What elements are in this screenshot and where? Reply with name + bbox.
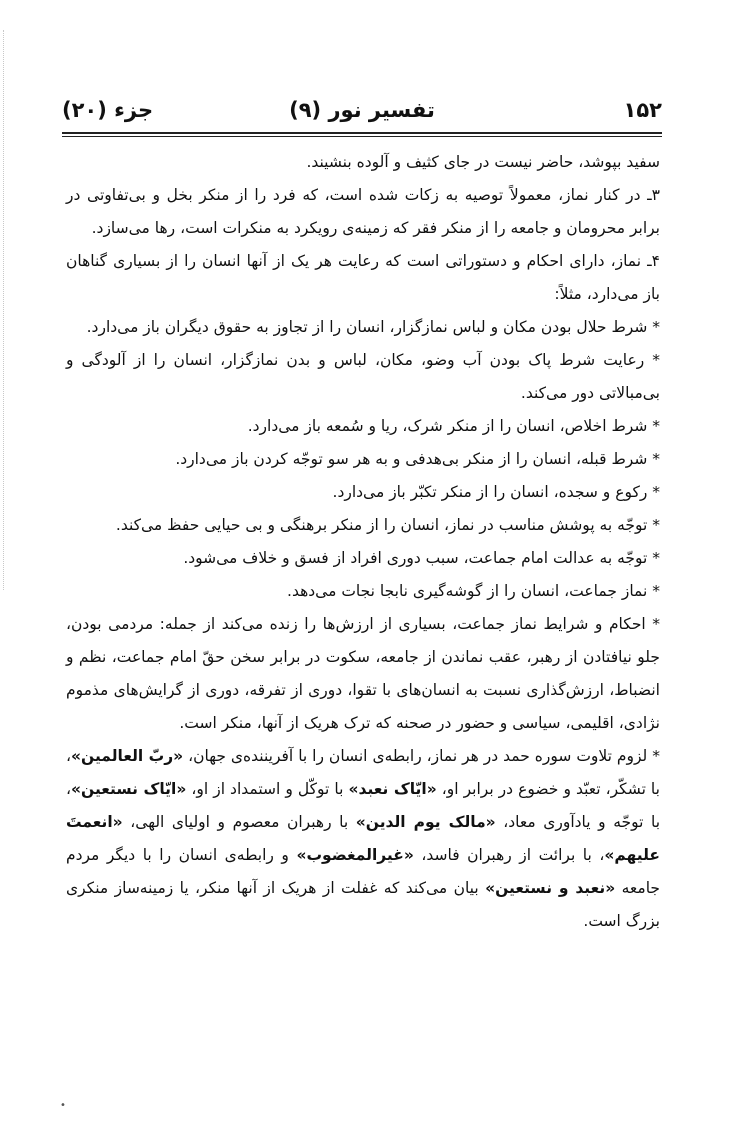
text-run: با رهبران معصوم و اولیای الهی،	[122, 813, 356, 831]
scan-dot: •	[60, 1100, 66, 1111]
text-run: ، با تشکّر، تعبّد و خضوع در برابر او،	[66, 747, 660, 798]
numbered-item-3: ۳ـ در کنار نماز، معمولاً توصیه به زکات شده است، که فرد را از منکر بخل و بی‌تفاوتی در برابر محرومان و جامعه را از منکر فقر که زمینه‌ی رویکرد به منکرات است، رها می‌سازد.	[66, 186, 660, 237]
quoted-phrase: «ایّاک نستعین»	[71, 780, 187, 798]
quoted-phrase: «غیرالمغضوب»	[296, 846, 414, 864]
header-rule	[62, 132, 662, 134]
numbered-item-4: ۴ـ نماز، دارای احکام و دستوراتی است که رعایت هر یک از آنها انسان را از بسیاری گناهان باز می‌دارد، مثلاً:	[66, 252, 660, 303]
quoted-phrase: «ایّاک نعبد»	[348, 780, 437, 798]
running-title: تفسیر نور (۹)	[289, 98, 435, 122]
text-run: ، با توجّه و یادآوری معاد،	[66, 780, 661, 831]
text-run: با توکّل و استمداد از او،	[186, 780, 349, 798]
text-run: و رابطه‌ی انسان را با دیگر مردم جامعه	[66, 846, 660, 897]
bullet-item-hamd	[66, 740, 660, 938]
bullet-item: * رعایت شرط پاک بودن آب وضو، مکان، لباس و بدن نمازگزار، انسان را از آلودگی و بی‌مبالاتی دور می‌کند.	[66, 351, 660, 402]
quoted-phrase: «مالک یوم الدین»	[355, 813, 496, 831]
bullet-item: * شرط حلال بودن مکان و لباس نمازگزار، انسان را از تجاوز به حقوق دیگران باز می‌دارد.	[86, 318, 660, 336]
quoted-phrase: «نعبد و نستعین»	[485, 879, 616, 897]
paragraph-continuation: سفید بپوشد، حاضر نیست در جای کثیف و آلوده بنشیند.	[306, 153, 660, 171]
page-number: ۱۵۲	[623, 98, 662, 122]
bullet-item: * توجّه به عدالت امام جماعت، سبب دوری افراد از فسق و خلاف می‌شود.	[183, 549, 660, 567]
quoted-phrase: «ربّ العالمین»	[71, 747, 184, 765]
bullet-item: * احکام و شرایط نماز جماعت، بسیاری از ارزش‌ها را زنده می‌کند از جمله: مردمی بودن، جلو نیافتادن از رهبر، عقب نماندن از جامعه، سکوت در برابر سخن حقّ امام جماعت، نظم و انضباط، ارزش‌گذاری نسبت به انسان‌های با تقوا، دوری از تفرقه، دوری از گرایش‌های مذموم نژادی، اقلیمی، سیاسی و حضور در صحنه که ترک هریک از آنها، منکر است.	[66, 615, 660, 732]
bullet-item: * نماز جماعت، انسان را از گوشه‌گیری نابجا نجات می‌دهد.	[287, 582, 660, 600]
section-label: جزء (۲۰)	[62, 98, 154, 122]
bullet-item: * توجّه به پوشش مناسب در نماز، انسان را از منکر برهنگی و بی حیایی حفظ می‌کند.	[115, 516, 660, 534]
bullet-item: * شرط قبله، انسان را از منکر بی‌هدفی و به هر سو توجّه کردن باز می‌دارد.	[175, 450, 660, 468]
text-run: * لزوم تلاوت سوره حمد در هر نماز، رابطه‌ی انسان را با آفریننده‌ی جهان،	[183, 747, 660, 765]
bullet-item: * شرط اخلاص، انسان را از منکر شرک، ریا و سُمعه باز می‌دارد.	[247, 417, 660, 435]
margin-dotted-line	[3, 30, 4, 590]
bullet-item: * رکوع و سجده، انسان را از منکر تکبّر باز می‌دارد.	[332, 483, 660, 501]
header-rule-thin	[62, 136, 662, 137]
body-text	[66, 146, 660, 938]
running-header	[62, 92, 662, 128]
text-run: بیان می‌کند که غفلت از هریک از آنها منکر، یا زمینه‌ساز منکری بزرگ است.	[66, 879, 660, 930]
quoted-phrase: «انعمتَ علیهم»	[66, 813, 660, 864]
text-run: ، با برائت از رهبران فاسد،	[413, 846, 605, 864]
